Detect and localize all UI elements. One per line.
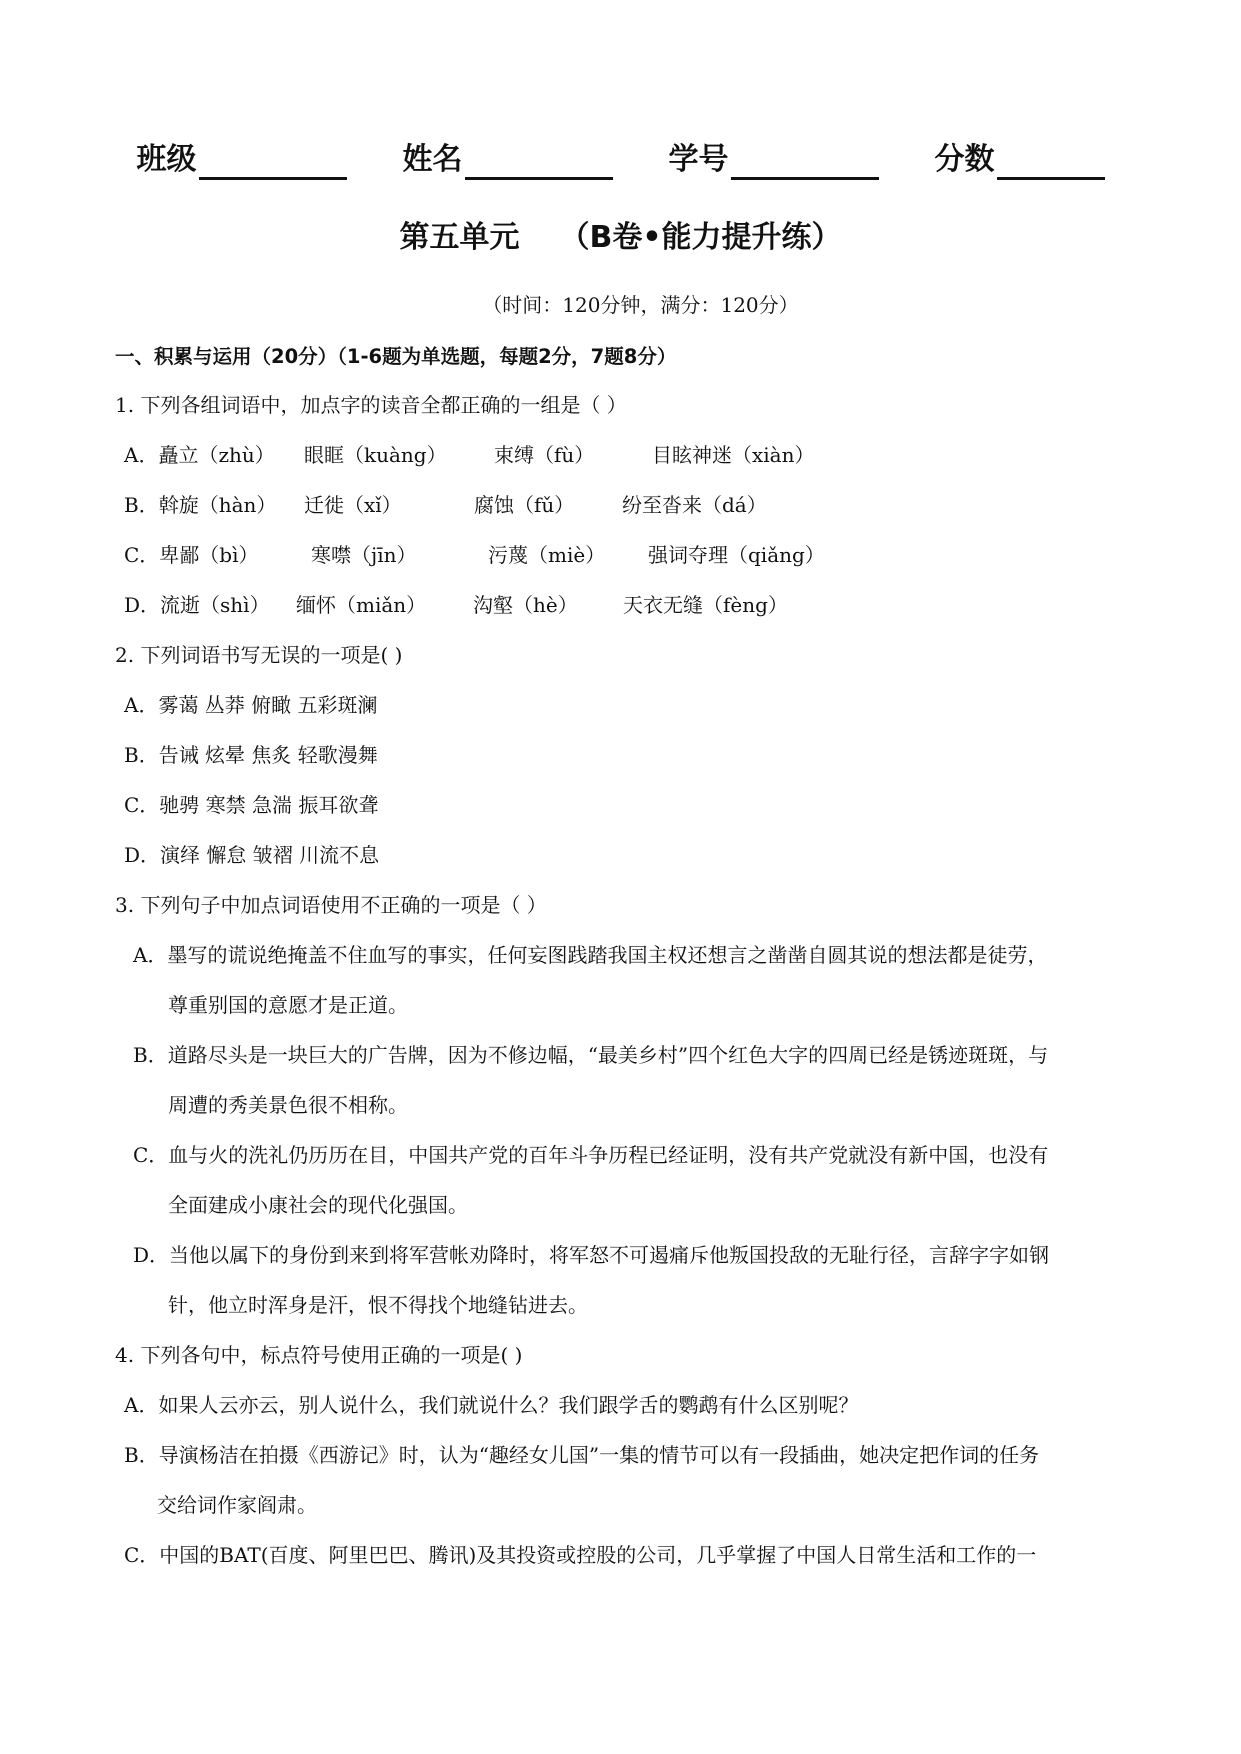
question-1-option-d: [124, 590, 788, 620]
question-4-stem: 4. 下列各句中，标点符号使用正确的一项是( ): [115, 1343, 523, 1367]
name-label: 姓名: [402, 142, 463, 177]
option-a-word-2: 眼眶（kuàng）: [304, 443, 447, 467]
question-1-stem: 1. 下列各组词语中，加点字的读音全都正确的一组是（ ）: [115, 393, 627, 417]
option-d-word-3: 沟壑（hè）: [473, 593, 578, 617]
option-d-word-2: 缅怀（miǎn）: [296, 593, 427, 617]
question-4-option-b-line-2: 交给词作家阎肃。: [157, 1493, 317, 1517]
question-4-option-b-line-1: B．导演杨洁在拍摄《西游记》时，认为“趣经女儿国”一集的情节可以有一段插曲，她决定把作词的任务: [124, 1443, 1040, 1467]
student-info-header: [0, 140, 1241, 180]
question-3-stem: 3. 下列句子中加点词语使用不正确的一项是（ ）: [115, 893, 547, 917]
question-3-option-d-line-1: D．当他以属下的身份到来到将军营帐劝降时，将军怒不可遏痛斥他叛国投敌的无耻行径，言辞字字如钢: [133, 1243, 1050, 1267]
score-field: [935, 140, 1105, 180]
question-3-option-a-line-2: 尊重别国的意愿才是正道。: [168, 993, 408, 1017]
option-b-word-3: 腐蚀（fǔ）: [474, 493, 575, 517]
question-1-option-c: [124, 540, 825, 570]
option-d-word-4: 天衣无缝（fèng）: [623, 593, 788, 617]
question-3-option-b-line-2: 周遭的秀美景色很不相称。: [168, 1093, 408, 1117]
class-field: [137, 140, 347, 180]
name-field: [403, 140, 613, 180]
student-number-blank: [731, 143, 879, 180]
option-a-word-1: A．矗立（zhù）: [124, 443, 275, 467]
question-1-option-b: [124, 490, 767, 520]
option-c-word-3: 污蔑（miè）: [488, 543, 606, 567]
option-b-word-1: B．斡旋（hàn）: [124, 493, 277, 517]
question-1-option-a: [124, 440, 814, 470]
class-blank: [199, 143, 347, 180]
option-b-word-2: 迁徙（xǐ）: [304, 493, 402, 517]
question-3-option-d-line-2: 针，他立时浑身是汗，恨不得找个地缝钻进去。: [168, 1293, 588, 1317]
question-4-option-c-line-1: C．中国的BAT(百度、阿里巴巴、腾讯)及其投资或控股的公司，几乎掌握了中国人日常生活和工作的一: [124, 1543, 1037, 1567]
question-2-option-c: C．驰骋 寒禁 急湍 振耳欲聋: [124, 793, 379, 817]
question-2-option-d: D．演绎 懈怠 皱褶 川流不息: [124, 843, 380, 867]
student-number-label: 学号: [668, 142, 729, 177]
question-3-option-b-line-1: B．道路尽头是一块巨大的广告牌，因为不修边幅，“最美乡村”四个红色大字的四周已经是锈迹斑斑，与: [133, 1043, 1049, 1067]
name-blank: [465, 143, 613, 180]
option-c-word-4: 强词夺理（qiǎng）: [648, 543, 825, 567]
option-a-word-3: 束缚（fù）: [494, 443, 595, 467]
option-c-word-2: 寒噤（jīn）: [311, 543, 417, 567]
class-label: 班级: [136, 142, 197, 177]
question-3-option-c-line-1: C．血与火的洗礼仍历历在目，中国共产党的百年斗争历程已经证明，没有共产党就没有新中国，也没有: [133, 1143, 1049, 1167]
score-blank: [997, 143, 1105, 180]
unit-title-main: 第五单元: [399, 220, 520, 255]
score-label: 分数: [934, 142, 995, 177]
option-b-word-4: 纷至沓来（dá）: [622, 493, 767, 517]
option-a-word-4: 目眩神迷（xiàn）: [652, 443, 815, 467]
question-4-option-a: A．如果人云亦云，别人说什么，我们就说什么？我们跟学舌的鹦鹉有什么区别呢？: [124, 1393, 859, 1417]
unit-title-sub: （B卷•能力提升练）: [559, 220, 842, 255]
question-2-option-b: B．告诫 炫晕 焦炙 轻歌漫舞: [124, 743, 378, 767]
question-2-option-a: A．雾蔼 丛莽 俯瞰 五彩斑澜: [124, 693, 378, 717]
student-number-field: [669, 140, 879, 180]
unit-title: [0, 218, 1241, 258]
question-3-option-c-line-2: 全面建成小康社会的现代化强国。: [168, 1193, 468, 1217]
question-3-option-a-line-1: A．墨写的谎说绝掩盖不住血写的事实，任何妄图践踏我国主权还想言之凿凿自圆其说的想法都是徒劳，: [133, 943, 1048, 967]
time-info: （时间：120分钟，满分：120分）: [482, 293, 799, 317]
section-heading: 一、积累与运用（20分）（1-6题为单选题，每题2分，7题8分）: [115, 345, 677, 368]
option-c-word-1: C．卑鄙（bì）: [124, 543, 259, 567]
question-2-stem: 2. 下列词语书写无误的一项是( ): [115, 643, 403, 667]
option-d-word-1: D．流逝（shì）: [124, 593, 270, 617]
